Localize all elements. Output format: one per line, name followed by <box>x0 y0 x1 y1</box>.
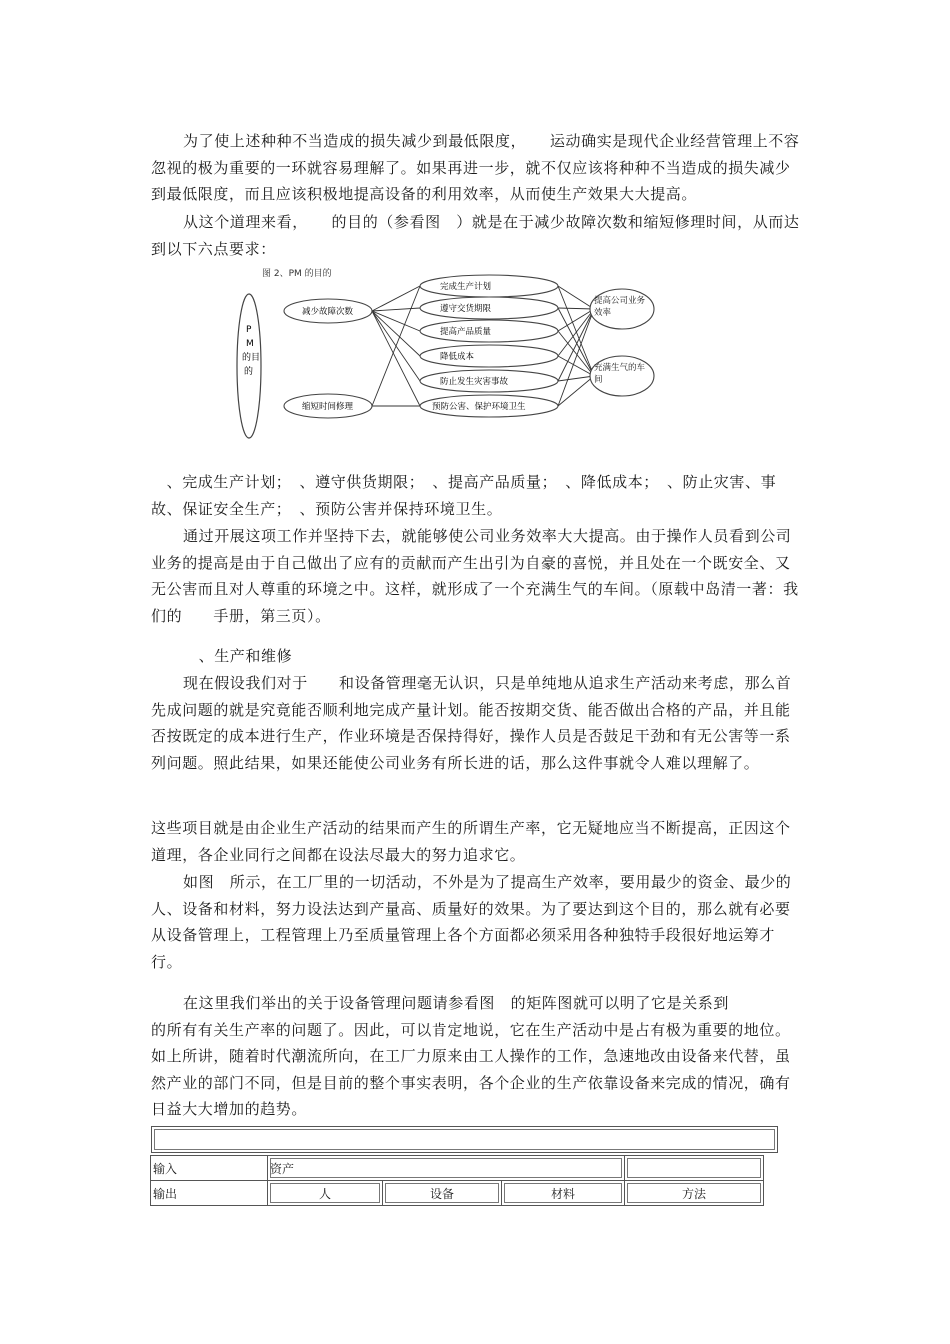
effect-label-2: 遵守交货期限 <box>440 304 492 314</box>
effect-label-3: 提高产品质量 <box>440 327 492 337</box>
result-label-2: 充满生气的车间 <box>594 363 646 385</box>
paragraph-4: 通过开展这项工作并坚持下去，就能够使公司业务效率大大提高。由于操作人员看到公司业务的提高是由于自己做出了应有的贡献而产生出引为自豪的喜悦，并且处在一个既安全、又无公害而且对人尊重的环境之中。这样，就形成了一个充满生气的车间。（原载中岛清一著：我们的 手册，第三页）。 <box>151 527 799 625</box>
paragraph-6: 现在假设我们对于 和设备管理毫无认识，只是单纯地从追求生产活动来考虑，那么首先成问题的就是究竟能否顺利地完成产量计划。能否按期交货、能否做出合格的产品，并且能否按既定的成本进行生产，作业环境是否保持得好，操作人员是否鼓足干劲和有无公害等一系列问题。照此结果，如果还能使公司业务有所长进的话，那么这件事就令人难以理解了。 <box>151 674 792 772</box>
paragraph-1: 为了使上述种种不当造成的损失减少到最低限度， 运动确实是现代企业经营管理上不容忽视的极为重要的一环就容易理解了。如果再进一步，就不仅应该将种种不当造成的损失减少到最低限度，而且应该积极地提高设备的利用效率，从而使生产效果大大提高。 <box>151 132 800 203</box>
paragraph-9: 在这里我们举出的关于设备管理问题请参看图 的矩阵图就可以明了它是关系到 的所有有关生产率的问题了。因此，可以肯定地说，它在生产活动中是占有极为重要的地位。如上所讲，随着时代潮流所向，在工厂力原来由工人操作的工作，急速地改由设备来代替，虽然产业的部门不同，但是目前的整个事实表明，各个企业的生产依靠设备来完成的情况，确有日益大大增加的趋势。 <box>151 994 839 1118</box>
effect-label-1: 完成生产计划 <box>440 282 492 292</box>
paragraph-3: 、完成生产计划； 、遵守供货期限； 、提高产品质量； 、降低成本； 、防止灾害、事故、保证安全生产； 、预防公害并保持环境卫生。 <box>151 473 777 518</box>
col-person: 人 <box>268 1181 383 1206</box>
col-method: 方法 <box>625 1181 764 1206</box>
pm-label-4: 的 <box>244 367 254 377</box>
group-assets: 资产 <box>268 1156 625 1181</box>
matrix-table <box>150 1155 764 1206</box>
effects-group <box>420 275 558 417</box>
effect-label-4: 降低成本 <box>440 352 475 362</box>
cause-effect-lines <box>372 286 420 406</box>
pm-purpose-diagram <box>232 266 662 444</box>
table-title-box <box>151 1126 778 1153</box>
cause-label-1: 减少故障次数 <box>302 307 354 317</box>
effect-label-6: 预防公害、保护环境卫生 <box>432 402 526 412</box>
table-row <box>151 1156 764 1181</box>
section-heading: 、生产和维修 <box>183 647 293 665</box>
row-label-input: 输入 <box>151 1156 268 1181</box>
effect-label-5: 防止发生灾害事故 <box>440 377 509 387</box>
pm-label-2: M <box>246 339 254 349</box>
empty-cell <box>625 1156 764 1181</box>
paragraph-2: 从这个道理来看， 的目的（参看图 ）就是在于减少故障次数和缩短修理时间，从而达到以下六点要求： <box>151 213 800 258</box>
pm-label-3: 的目 <box>242 353 261 363</box>
pm-label-1: P <box>246 325 252 335</box>
paragraph-7: 这些项目就是由企业生产活动的结果而产生的所谓生产率，它无疑地应当不断提高，正因这个道理，各企业同行之间都在设法尽最大的努力追求它。 <box>151 819 791 864</box>
table-row <box>151 1181 764 1206</box>
pm-oval <box>237 294 261 438</box>
effect-result-lines <box>558 286 594 406</box>
cause-label-2: 缩短时间修理 <box>302 402 354 412</box>
row-label-output: 输出 <box>151 1181 268 1206</box>
figure-caption: 图 2、PM 的目的 <box>262 269 332 279</box>
col-equipment: 设备 <box>383 1181 502 1206</box>
paragraph-8: 如图 所示，在工厂里的一切活动，不外是为了提高生产效率，要用最少的资金、最少的人、设备和材料，努力设法达到产量高、质量好的效果。为了要达到这个目的，那么就有必要从设备管理上，工程管理上乃至质量管理上各个方面都必须采用各种独特手段很好地运筹才行。 <box>151 873 792 971</box>
col-material: 材料 <box>502 1181 625 1206</box>
result-label-1: 提高公司业务效率 <box>594 296 646 318</box>
